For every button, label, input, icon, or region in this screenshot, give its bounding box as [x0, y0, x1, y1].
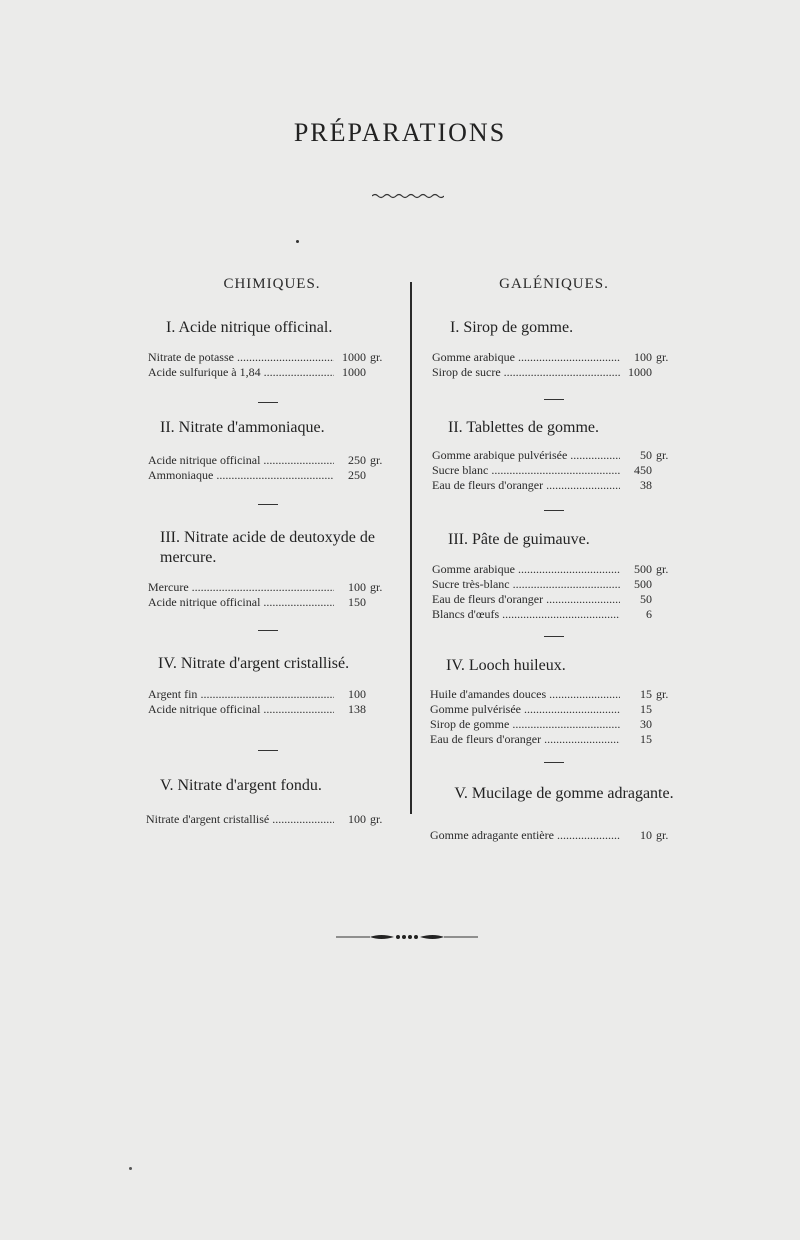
- ingredient-qty: 50: [640, 448, 652, 462]
- section-title: I. Acide nitrique officinal.: [166, 319, 333, 336]
- ingredient-row: [148, 365, 396, 380]
- ingredient-name: Sirop de sucre .....: [432, 365, 620, 380]
- ingredient-row: [430, 717, 682, 732]
- ingredient-row: [148, 580, 396, 595]
- ingredient-name: Ammoniaque .....: [148, 468, 334, 483]
- ingredient-row: [432, 365, 682, 380]
- ingredient-unit: [366, 702, 396, 717]
- ingredient-unit: [652, 717, 682, 732]
- ingredient-unit: gr.: [656, 687, 669, 701]
- column-heading-galeniques: GALÉNIQUES.: [499, 276, 609, 292]
- ingredient-unit: [652, 478, 682, 493]
- section-separator: [258, 750, 278, 751]
- ingredient-qty: 100: [348, 812, 366, 826]
- ingredient-name: Sucre blanc .....: [432, 463, 620, 478]
- section-title: III. Nitrate acide de deutoxyde de mercure.: [160, 529, 376, 566]
- ingredient-list: [148, 580, 396, 610]
- ingredient-list: [430, 687, 682, 747]
- ingredient-name: Acide nitrique officinal .....: [148, 453, 334, 468]
- ingredient-qty: 1000: [342, 365, 366, 379]
- ingredient-name: Gomme arabique .....: [432, 562, 620, 577]
- ingredient-qty: 6: [646, 607, 652, 621]
- ingredient-qty: 100: [348, 687, 366, 701]
- section-title: IV. Nitrate d'argent cristallisé.: [158, 655, 350, 672]
- ingredient-qty: 100: [634, 350, 652, 364]
- ingredient-qty: 250: [348, 453, 366, 467]
- section-title: IV. Looch huileux.: [446, 657, 566, 674]
- print-speck: [129, 1167, 132, 1170]
- closing-ornament: [336, 932, 478, 942]
- title-ornament: [372, 192, 444, 200]
- ingredient-row: [430, 732, 682, 747]
- ingredient-row: [148, 687, 396, 702]
- ingredient-row: [430, 828, 682, 843]
- print-speck: [296, 240, 299, 243]
- ingredient-list: [146, 812, 396, 827]
- ingredient-row: [148, 595, 396, 610]
- ingredient-list: [432, 448, 682, 493]
- ingredient-unit: [652, 607, 682, 622]
- ingredient-unit: [366, 595, 396, 610]
- ingredient-unit: gr.: [656, 350, 669, 364]
- section-title: V. Mucilage de gomme adragante.: [454, 785, 674, 802]
- section-separator: [258, 630, 278, 631]
- section-separator: [544, 636, 564, 637]
- ingredient-row: [148, 350, 396, 365]
- section-title: III. Pâte de guimauve.: [448, 531, 590, 548]
- ingredient-name: Gomme pulvérisée .....: [430, 702, 620, 717]
- ingredient-name: Sucre très-blanc .....: [432, 577, 620, 592]
- ingredient-name: Gomme arabique .....: [432, 350, 620, 365]
- section-separator: [258, 402, 278, 403]
- ingredient-name: Huile d'amandes douces .....: [430, 687, 620, 702]
- ingredient-qty: 15: [640, 732, 652, 746]
- ingredient-unit: [366, 365, 396, 380]
- ingredient-name: Gomme adragante entière .....: [430, 828, 620, 843]
- ingredient-row: [432, 478, 682, 493]
- ingredient-row: [430, 687, 682, 702]
- ingredient-unit: gr.: [656, 828, 669, 842]
- ingredient-row: [432, 592, 682, 607]
- ingredient-qty: 50: [640, 592, 652, 606]
- section-separator: [258, 504, 278, 505]
- ingredient-row: [432, 463, 682, 478]
- ingredient-name: Blancs d'œufs .....: [432, 607, 620, 622]
- ingredient-row: [148, 453, 396, 468]
- column-heading-chimiques: CHIMIQUES.: [223, 276, 321, 292]
- ingredient-name: Acide nitrique officinal .....: [148, 702, 334, 717]
- ingredient-row: [432, 350, 682, 365]
- section-title: II. Tablettes de gomme.: [448, 419, 599, 436]
- ingredient-qty: 450: [634, 463, 652, 477]
- ingredient-name: Acide sulfurique à 1,84 .....: [148, 365, 334, 380]
- ingredient-name: Gomme arabique pulvérisée .....: [432, 448, 620, 463]
- column-divider: [410, 282, 412, 814]
- ingredient-unit: gr.: [370, 350, 383, 364]
- ingredient-name: Argent fin .....: [148, 687, 334, 702]
- section-title: II. Nitrate d'ammoniaque.: [160, 419, 325, 436]
- ingredient-qty: 15: [640, 687, 652, 701]
- ingredient-unit: gr.: [370, 812, 383, 826]
- ingredient-name: Acide nitrique officinal .....: [148, 595, 334, 610]
- ingredient-unit: [652, 702, 682, 717]
- ingredient-qty: 1000: [628, 365, 652, 379]
- ingredient-unit: [652, 365, 682, 380]
- ingredient-qty: 500: [634, 562, 652, 576]
- section-separator: [544, 399, 564, 400]
- ingredient-name: Sirop de gomme .....: [430, 717, 620, 732]
- ingredient-unit: [366, 687, 396, 702]
- ingredient-unit: [652, 732, 682, 747]
- ingredient-row: [432, 607, 682, 622]
- ingredient-list: [432, 350, 682, 380]
- ingredient-list: [148, 453, 396, 483]
- ingredient-unit: [652, 592, 682, 607]
- ingredient-list: [432, 562, 682, 622]
- section-separator: [544, 510, 564, 511]
- section-title: V. Nitrate d'argent fondu.: [160, 777, 322, 794]
- ingredient-row: [432, 562, 682, 577]
- ingredient-row: [148, 468, 396, 483]
- ingredient-unit: gr.: [656, 562, 669, 576]
- ingredient-name: Mercure .....: [148, 580, 334, 595]
- page-title: PRÉPARATIONS: [293, 118, 507, 147]
- ingredient-qty: 250: [348, 468, 366, 482]
- ingredient-unit: [652, 463, 682, 478]
- ingredient-unit: [366, 468, 396, 483]
- ingredient-qty: 150: [348, 595, 366, 609]
- ingredient-unit: gr.: [656, 448, 669, 462]
- ingredient-row: [146, 812, 396, 827]
- ingredient-list: [148, 687, 396, 717]
- ingredient-qty: 10: [640, 828, 652, 842]
- ingredient-qty: 38: [640, 478, 652, 492]
- ingredient-row: [430, 702, 682, 717]
- ingredient-qty: 30: [640, 717, 652, 731]
- ingredient-name: Nitrate de potasse .....: [148, 350, 334, 365]
- ingredient-qty: 500: [634, 577, 652, 591]
- ingredient-name: Eau de fleurs d'oranger .....: [432, 478, 620, 493]
- ingredient-unit: gr.: [370, 453, 383, 467]
- section-separator: [544, 762, 564, 763]
- ingredient-qty: 15: [640, 702, 652, 716]
- ingredient-qty: 100: [348, 580, 366, 594]
- ingredient-unit: [652, 577, 682, 592]
- ingredient-name: Eau de fleurs d'oranger .....: [430, 732, 620, 747]
- ingredient-unit: gr.: [370, 580, 383, 594]
- ingredient-list: [430, 828, 682, 843]
- ingredient-qty: 138: [348, 702, 366, 716]
- ingredient-row: [148, 702, 396, 717]
- ingredient-qty: 1000: [342, 350, 366, 364]
- ingredient-name: Nitrate d'argent cristallisé .....: [146, 812, 334, 827]
- ingredient-list: [148, 350, 396, 380]
- ingredient-row: [432, 448, 682, 463]
- section-title: I. Sirop de gomme.: [450, 319, 574, 336]
- ingredient-name: Eau de fleurs d'oranger .....: [432, 592, 620, 607]
- ingredient-row: [432, 577, 682, 592]
